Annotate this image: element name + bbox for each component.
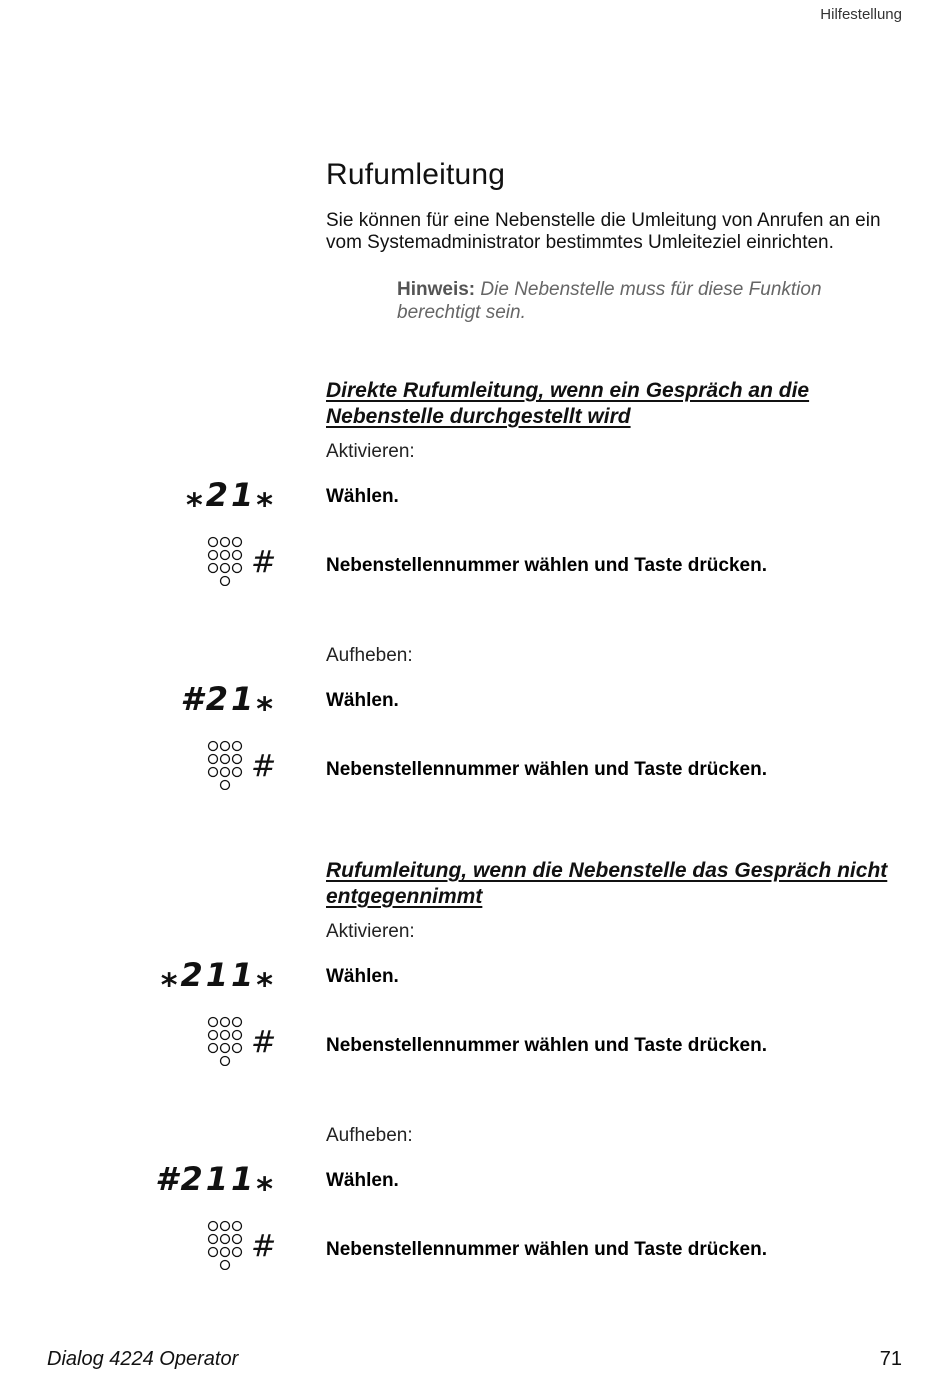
label-activate: Aktivieren: <box>326 921 415 942</box>
label-cancel: Aufheben: <box>326 1125 413 1146</box>
keypad-icon <box>203 1016 283 1066</box>
keypad-instruction: Nebenstellennummer wählen und Taste drücken. <box>326 1239 767 1260</box>
dial-instruction: Wählen. <box>326 966 399 987</box>
keypad-icon <box>203 536 283 586</box>
note-text: Die Nebenstelle muss für diese Funktion berechtigt sein. <box>397 279 822 323</box>
dial-code: #21⁎ <box>180 680 276 718</box>
dial-instruction: Wählen. <box>326 486 399 507</box>
hash-key-icon: # <box>251 1229 277 1264</box>
note-label: Hinweis: <box>397 279 476 300</box>
page-title: Rufumleitung <box>326 158 506 191</box>
dial-code: ⁎211⁎ <box>160 956 276 994</box>
keypad-icon <box>203 1220 283 1270</box>
dial-code: #211⁎ <box>155 1160 276 1198</box>
running-header: Hilfestellung <box>820 6 902 23</box>
page-number: 71 <box>879 1348 902 1370</box>
hash-key-icon: # <box>251 1025 277 1060</box>
footer-product: Dialog 4224 Operator <box>47 1348 239 1370</box>
dial-instruction: Wählen. <box>326 690 399 711</box>
section-heading-direct: Direkte Rufumleitung, wenn ein Gespräch an die Nebenstelle durchgestellt wird <box>326 379 810 428</box>
label-activate: Aktivieren: <box>326 441 415 462</box>
section-heading-no-answer: Rufumleitung, wenn die Nebenstelle das Gespräch nicht entgegennimmt <box>326 859 888 908</box>
intro-paragraph: Sie können für eine Nebenstelle die Umleitung von Anrufen an ein vom Systemadministrator bestimmtes Umleiteziel einrichten. <box>326 210 881 253</box>
label-cancel: Aufheben: <box>326 645 413 666</box>
hash-key-icon: # <box>251 545 277 580</box>
note-box <box>397 278 867 324</box>
keypad-icon <box>203 740 283 790</box>
keypad-instruction: Nebenstellennummer wählen und Taste drücken. <box>326 555 767 576</box>
dial-instruction: Wählen. <box>326 1170 399 1191</box>
dial-code: ⁎21⁎ <box>186 476 276 514</box>
keypad-instruction: Nebenstellennummer wählen und Taste drücken. <box>326 1035 767 1056</box>
keypad-instruction: Nebenstellennummer wählen und Taste drücken. <box>326 759 767 780</box>
hash-key-icon: # <box>251 749 277 784</box>
